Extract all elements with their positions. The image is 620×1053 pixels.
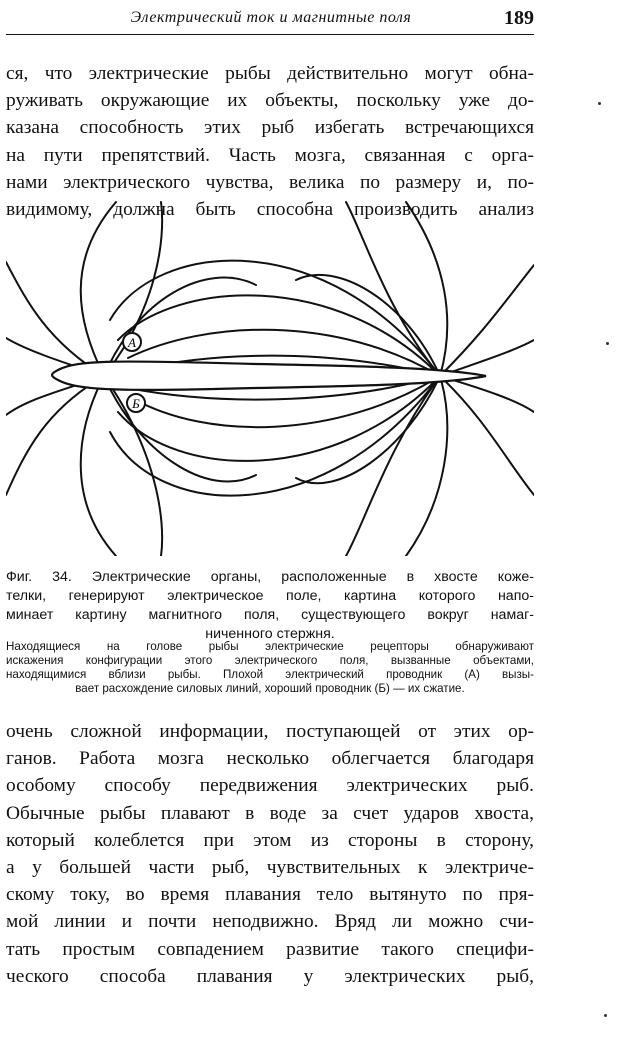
text-line: ческого способа плавания у электрических рыб,: [6, 965, 534, 987]
text-line: мой линии и почти неподвижно. Вряд ли можно счи-: [6, 911, 534, 933]
text-line: на пути препятствий. Часть мозга, связанная с орга-: [6, 144, 534, 166]
caption-line: Фиг. 34. Электрические органы, расположенные в хвосте коже-: [6, 569, 534, 585]
text-line: нами электрического чувства, велика по размеру и, по-: [6, 171, 534, 193]
running-title: Электрический ток и магнитные поля: [130, 9, 412, 26]
scan-speck: [606, 342, 609, 345]
text-line: который колеблется при этом из стороны в сторону,: [6, 829, 534, 851]
caption-line: телки, генерируют электрическое поле, картина которого напо-: [6, 588, 534, 604]
text-line: особому способу передвижения электрических рыб.: [6, 775, 534, 797]
field-line: [81, 202, 116, 376]
page-header: [6, 6, 534, 35]
text-line: а у большей части рыб, чувствительных к электриче-: [6, 856, 534, 878]
figure-caption: [6, 568, 534, 644]
field-line: [110, 261, 440, 376]
conductor-b-label: Б: [132, 396, 140, 411]
paragraph-bottom: [6, 718, 534, 990]
scan-speck: [604, 1014, 607, 1017]
field-line: [6, 376, 104, 495]
text-line: тать простым совпадением развитие такого специфи-: [6, 938, 534, 960]
field-line: [406, 376, 447, 556]
text-line: Обычные рыбы плавают в воде за счет ударов хвоста,: [6, 802, 534, 824]
conductor-a-label: А: [128, 335, 136, 350]
field-line: [440, 376, 534, 495]
field-line: [104, 376, 256, 482]
text-line: видимому, должна быть способна производить анализ: [6, 198, 534, 220]
electric-field-figure: [6, 200, 534, 556]
field-line: [296, 275, 440, 376]
text-line: руживать окружающие их объекты, поскольку уже до-: [6, 90, 534, 112]
text-line: ся, что электрические рыбы действительно могут обна-: [6, 63, 534, 84]
figure-note: [6, 640, 534, 696]
page-number: 189: [504, 7, 534, 29]
text-line: ганов. Работа мозга несколько облегчается благодаря: [6, 748, 534, 770]
text-line: очень сложной информации, поступающей от этих ор-: [6, 721, 534, 742]
paragraph-top: [6, 60, 534, 223]
caption-line: ниченного стержня.: [205, 626, 335, 642]
scan-speck: [598, 102, 601, 105]
note-line: Находящиеся на голове рыбы электрические рецепторы обнаруживают: [6, 640, 534, 653]
field-line: [81, 376, 116, 556]
note-line: находящимися вблизи рыбы. Плохой электрический проводник (А) вызы-: [6, 668, 534, 681]
caption-line: минает картину магнитного поля, существующего вокруг намаг-: [6, 607, 534, 623]
note-line: вает расхождение силовых линий, хороший проводник (Б) — их сжатие.: [75, 682, 465, 695]
note-line: искажения конфигурации этого электрического поля, вызванные объектами,: [6, 654, 534, 667]
text-line: казана способность этих рыб избегать встречающихся: [6, 117, 534, 139]
text-line: скому току, во время плавания тело вытянуто по пря-: [6, 884, 534, 906]
